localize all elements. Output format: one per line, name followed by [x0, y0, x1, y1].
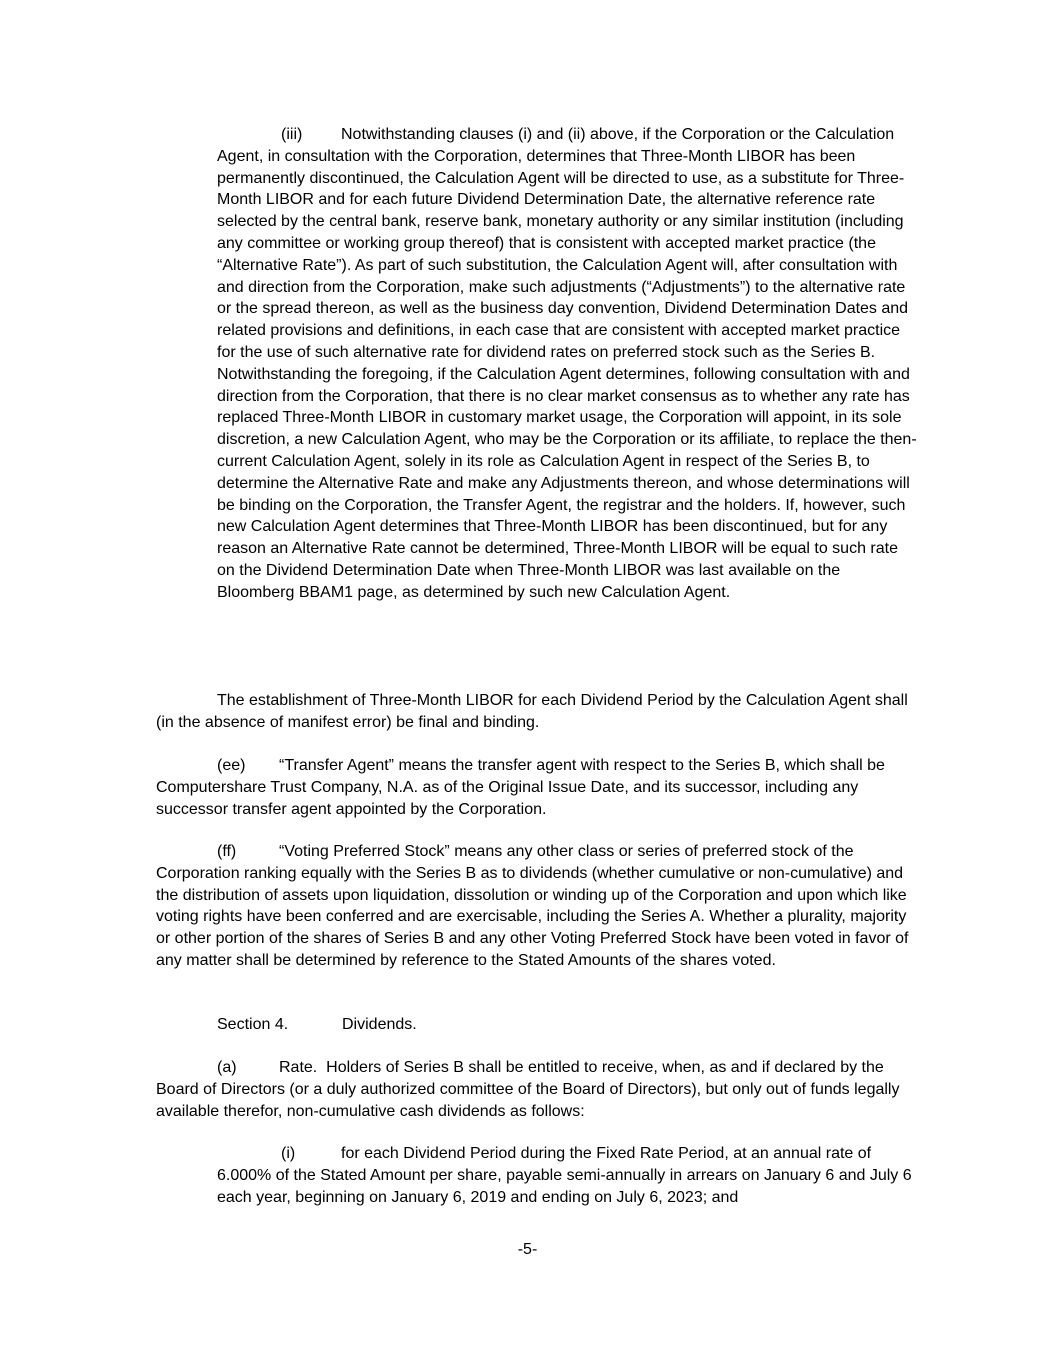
clause-label-ee: (ee) [217, 757, 246, 774]
paragraph-establishment [156, 690, 917, 734]
paragraph-ff [156, 841, 917, 972]
section-heading [156, 1014, 917, 1036]
paragraph-ee [156, 755, 917, 820]
paragraph-a [156, 1057, 917, 1122]
page-number: -5- [517, 1241, 538, 1258]
clause-text-i: for each Dividend Period during the Fixed Rate Period, at an annual rate of 6.000% of the Stated Amount per share, payable semi-annually in arrears on January 6 and July 6 each year, beginning on January 6, 2019 and ending on July 6, 2023; and [217, 1145, 917, 1206]
clause-label-a: (a) [217, 1059, 237, 1076]
clause-text-ff: “Voting Preferred Stock” means any other class or series of preferred stock of the Corporation ranking equally with the Series B as to dividends (whether cumulative or non-cumulative) and the distribution of assets upon liquidation, dissolution or winding up of the Corporation and upon which like voting rights have been conferred and are exercisable, including the Series A. Whether a plurality, majority or other portion of the shares of Series B and any other Voting Preferred Stock have been voted in favor of any matter shall be determined by reference to the Stated Amounts of the shares voted. [156, 843, 913, 969]
clause-text-ee: “Transfer Agent” means the transfer agent with respect to the Series B, which shall be Computershare Trust Company, N.A. as of the Original Issue Date, and its successor, including any successor transfer agent appointed by the Corporation. [156, 757, 890, 818]
clause-label-ff: (ff) [217, 843, 237, 860]
clause-label-i: (i) [281, 1145, 296, 1162]
clause-text-iii: Notwithstanding clauses (i) and (ii) above, if the Corporation or the Calculation Agent, in consultation with the Corporation, determines that Three-Month LIBOR has been permanently discontinued, the Calculation Agent will be directed to use, as a substitute for Three-Month LIBOR and for each future Dividend Determination Date, the alternative reference rate selected by the central bank, reserve bank, monetary authority or any similar institution (including any committee or working group thereof) that is consistent with accepted market practice (the “Alternative Rate”). As part of such substitution, the Calculation Agent will, after consultation with and direction from the Corporation, make such adjustments (“Adjustments”) to the alternative rate or the spread thereon, as well as the business day convention, Dividend Determination Dates and related provisions and definitions, in each case that are consistent with accepted market practice for the use of such alternative rate for dividend rates on preferred stock such as the Series B. Notwithstanding the foregoing, if the Calculation Agent determines, following consultation with and direction from the Corporation, that there is no clear market consensus as to whether any rate has replaced Three-Month LIBOR in customary market usage, the Corporation will appoint, in its sole discretion, a new Calculation Agent, who may be the Corporation or its affiliate, to replace the then-current Calculation Agent, solely in its role as Calculation Agent in respect of the Series B, to determine the Alternative Rate and make any Adjustments thereon, and whose determinations will be binding on the Corporation, the Transfer Agent, the registrar and the holders. If, however, such new Calculation Agent determines that Three-Month LIBOR has been discontinued, but for any reason an Alternative Rate cannot be determined, Three-Month LIBOR will be equal to such rate on the Dividend Determination Date when Three-Month LIBOR was last available on the Bloomberg BBAM1 page, as determined by such new Calculation Agent. [217, 126, 917, 601]
paragraph-i [217, 1143, 917, 1208]
clause-label-iii: (iii) [281, 126, 303, 143]
clause-text-a: Rate. Holders of Series B shall be entitled to receive, when, as and if declared by the Board of Directors (or a duly authorized committee of the Board of Directors), but only out of funds legally available therefor, non-cumulative cash dividends as follows: [156, 1059, 904, 1120]
section-label: Section 4. [217, 1016, 289, 1033]
paragraph-iii [217, 124, 917, 604]
establishment-text: The establishment of Three-Month LIBOR for each Dividend Period by the Calculation Agent shall (in the absence of manifest error) be final and binding. [156, 692, 913, 731]
section-title: Dividends. [342, 1016, 417, 1033]
